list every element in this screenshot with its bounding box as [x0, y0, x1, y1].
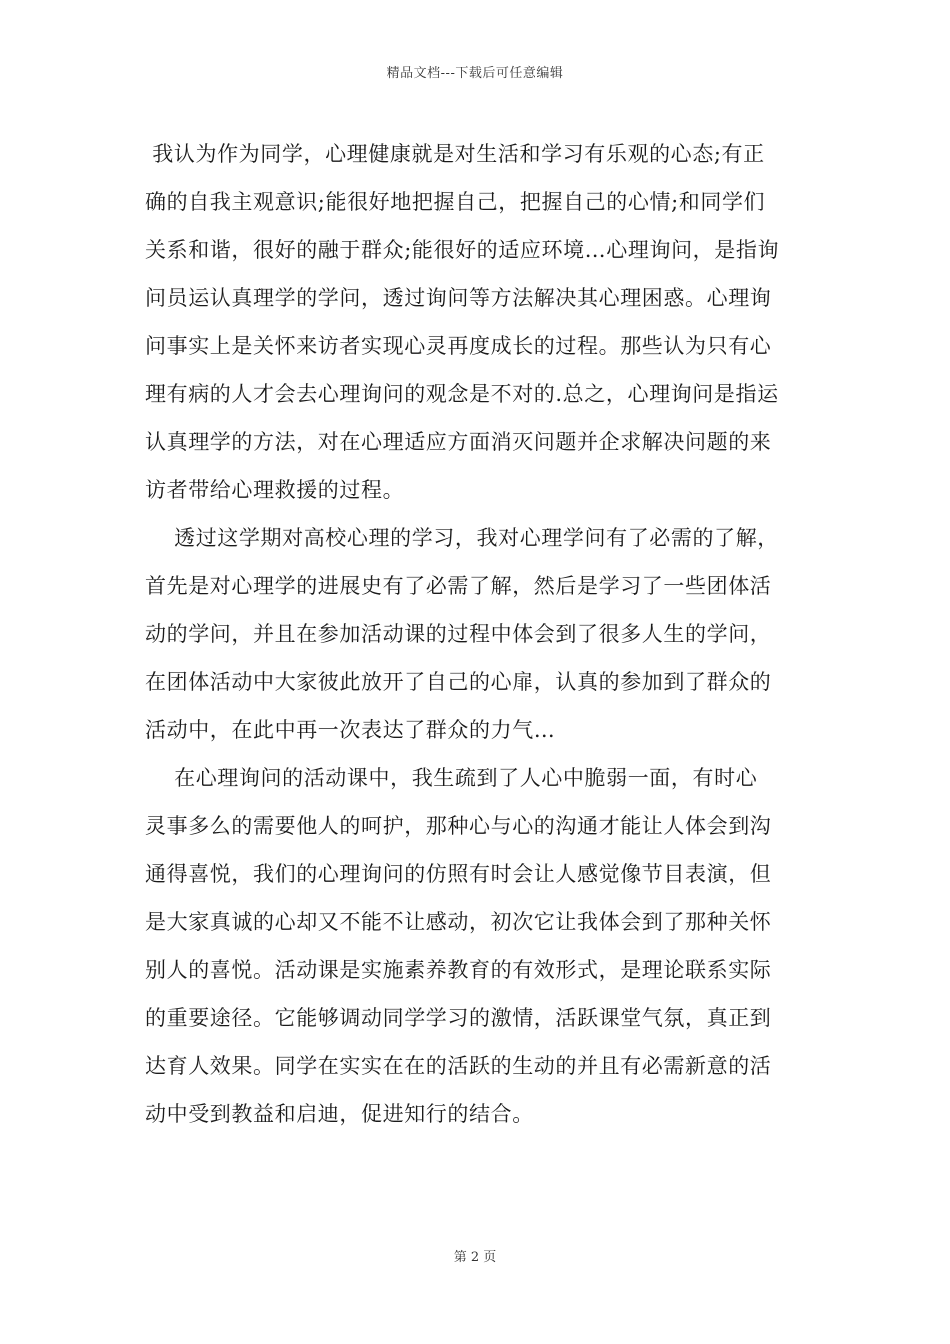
text-line: 认真理学的方法，对在心理适应方面消灭问题并企求解决问题的来	[145, 430, 772, 454]
text-line: 我认为作为同学，心理健康就是对生活和学习有乐观的心态;有正	[145, 142, 765, 166]
text-line: 问员运认真理学的学问，透过询问等方法解决其心理困惑。心理询	[145, 286, 772, 310]
text-line: 在心理询问的活动课中，我生疏到了人心中脆弱一面，有时心	[145, 766, 758, 790]
text-line: 动中受到教益和启迪，促进知行的结合。	[145, 1102, 534, 1126]
paragraph-2	[145, 514, 810, 754]
text-line: 问事实上是关怀来访者实现心灵再度成长的过程。那些认为只有心	[145, 334, 772, 358]
text-line: 达育人效果。同学在实实在在的活跃的生动的并且有必需新意的活	[145, 1054, 772, 1078]
text-line: 在团体活动中大家彼此放开了自己的心扉，认真的参加到了群众的	[145, 670, 772, 694]
paragraph-3	[145, 754, 810, 1138]
page-header: 精品文档---下载后可任意编辑	[386, 66, 564, 81]
paragraph-1	[145, 130, 810, 514]
text-line: 别人的喜悦。活动课是实施素养教育的有效形式，是理论联系实际	[145, 958, 772, 982]
text-line: 是大家真诚的心却又不能不让感动，初次它让我体会到了那种关怀	[145, 910, 772, 934]
text-line: 动的学问，并且在参加活动课的过程中体会到了很多人生的学问，	[145, 622, 772, 646]
document-body	[145, 130, 810, 1138]
text-line: 灵事多么的需要他人的呵护，那种心与心的沟通才能让人体会到沟	[145, 814, 772, 838]
text-line: 的重要途径。它能够调动同学学习的激情，活跃课堂气氛，真正到	[145, 1006, 772, 1030]
text-line: 通得喜悦，我们的心理询问的仿照有时会让人感觉像节目表演，但	[145, 862, 772, 886]
text-line: 理有病的人才会去心理询问的观念是不对的.总之，心理询问是指运	[145, 382, 779, 406]
text-line: 透过这学期对高校心理的学习，我对心理学问有了必需的了解，	[145, 526, 779, 550]
text-line: 确的自我主观意识;能很好地把握自己，把握自己的心情;和同学们	[145, 190, 766, 214]
text-line: 首先是对心理学的进展史有了必需了解，然后是学习了一些团体活	[145, 574, 772, 598]
text-line: 活动中，在此中再一次表达了群众的力气…	[145, 718, 556, 742]
text-line: 访者带给心理救援的过程。	[145, 478, 405, 502]
page-number: 第 2 页	[453, 1250, 497, 1265]
text-line: 关系和谐，很好的融于群众;能很好的适应环境…心理询问，是指询	[145, 238, 780, 262]
